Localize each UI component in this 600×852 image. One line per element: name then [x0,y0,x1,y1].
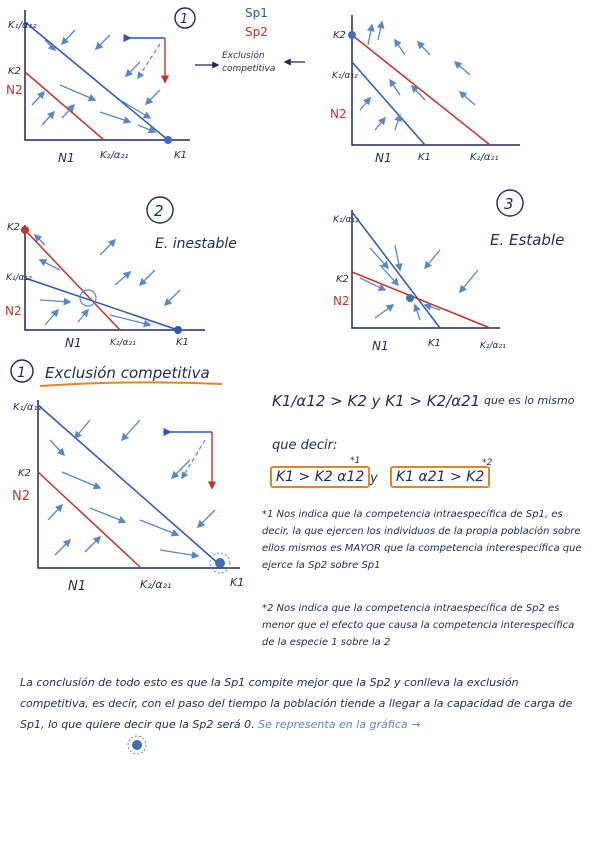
legend-sp1: Sp1 [245,6,268,20]
conclusion-tail: Se representa en la gráfica → [258,718,421,731]
label-k1: K1 [174,150,187,161]
stable-label: E. Estable [490,231,565,249]
svg-text:1: 1 [17,365,26,381]
note-2: *2 Nos indica que la competencia intraespecífica de Sp2 es menor que el efecto que causa la competencia interespecífica de la especie 1 sobre la 2 [262,603,575,648]
graph-case1-small [6,10,190,165]
label-k2-a21: K₂/α₂₁ [100,150,129,161]
label-k1-a12: K₁/α₁₂ [8,20,37,31]
svg-text:K₁/α₁₂: K₁/α₁₂ [6,273,32,283]
svg-text:K2: K2 [336,274,349,285]
svg-text:K1: K1 [428,338,441,349]
graph-case1-large [12,400,244,594]
svg-text:K2: K2 [7,222,20,233]
equilibrium-point [215,558,225,568]
svg-text:K2: K2 [18,468,31,479]
svg-text:K₁/α₁₂: K₁/α₁₂ [333,215,359,225]
svg-text:competitiva: competitiva [222,64,276,74]
que-decir-label: que decir: [272,438,338,453]
svg-text:N2: N2 [5,304,22,318]
svg-text:K₂/α₂₁: K₂/α₂₁ [480,341,506,351]
condition-box-1: K1 > K2 α12 [270,466,370,488]
label-n1: N1 [58,151,75,165]
svg-text:N1: N1 [375,151,392,165]
vector-sketch-top [130,38,165,82]
condition-box-2: K1 α21 > K2 [390,466,490,488]
svg-text:K1: K1 [176,337,189,348]
case1-title: Exclusión competitiva [45,364,210,382]
exclusion-note: Exclusión [222,51,265,61]
svg-text:K1: K1 [230,576,245,589]
svg-text:K₂/α₂₁: K₂/α₂₁ [140,578,172,591]
same-as-label: que es lo mismo [484,394,575,407]
svg-text:N1: N1 [65,336,82,350]
svg-text:N1: N1 [372,339,389,353]
svg-text:K1: K1 [418,152,431,163]
star-2: *2 [482,458,493,468]
case-number-2-text: 2 [154,202,164,220]
inequality-main: K1/α12 > K2 y K1 > K2/α21 [272,392,481,410]
label-n2: N2 [6,83,23,97]
svg-text:K2: K2 [333,30,346,41]
svg-text:K₁/α₁₂: K₁/α₁₂ [332,71,358,81]
and-label: y [370,471,378,486]
unstable-label: E. inestable [155,236,237,252]
svg-text:N1: N1 [68,579,86,594]
svg-text:N2: N2 [330,107,347,121]
label-k2: K2 [8,66,21,77]
conclusion-text: La conclusión de todo esto es que la Sp1 compite mejor que la Sp2 y conlleva la exclusión competitiva, es decir, con el paso del tiempo la población tiende a llegar a la capacidad de carga de Sp1, lo que quiere decir que la Sp2 será 0. Se representa en la gráfica → [20,676,573,731]
case-number-3-text: 3 [504,195,514,213]
svg-text:N2: N2 [12,489,30,504]
svg-text:N2: N2 [333,294,350,308]
graph-case3-stable [333,210,506,353]
svg-text:K₁/α₁₂: K₁/α₁₂ [13,402,42,413]
conclusion-marker [132,740,142,750]
note-1: *1 Nos indica que la competencia intraespecífica de Sp1, es decir, la que ejercen los individuos de la propia población sobre ellos mismos es MAYOR que la competencia interespecífica que ejerce la Sp2 sobre Sp1 [262,509,582,571]
svg-text:K₂/α₂₁: K₂/α₂₁ [110,338,136,348]
graph-case1-mirror [330,15,520,165]
stable-point [406,294,414,302]
star-1: *1 [350,456,361,466]
case-number-1-text: 1 [180,12,189,27]
legend-sp2: Sp2 [245,25,268,39]
vector-sketch-middle [170,432,212,488]
svg-text:K₂/α₂₁: K₂/α₂₁ [470,152,499,163]
title-underline [40,382,222,386]
